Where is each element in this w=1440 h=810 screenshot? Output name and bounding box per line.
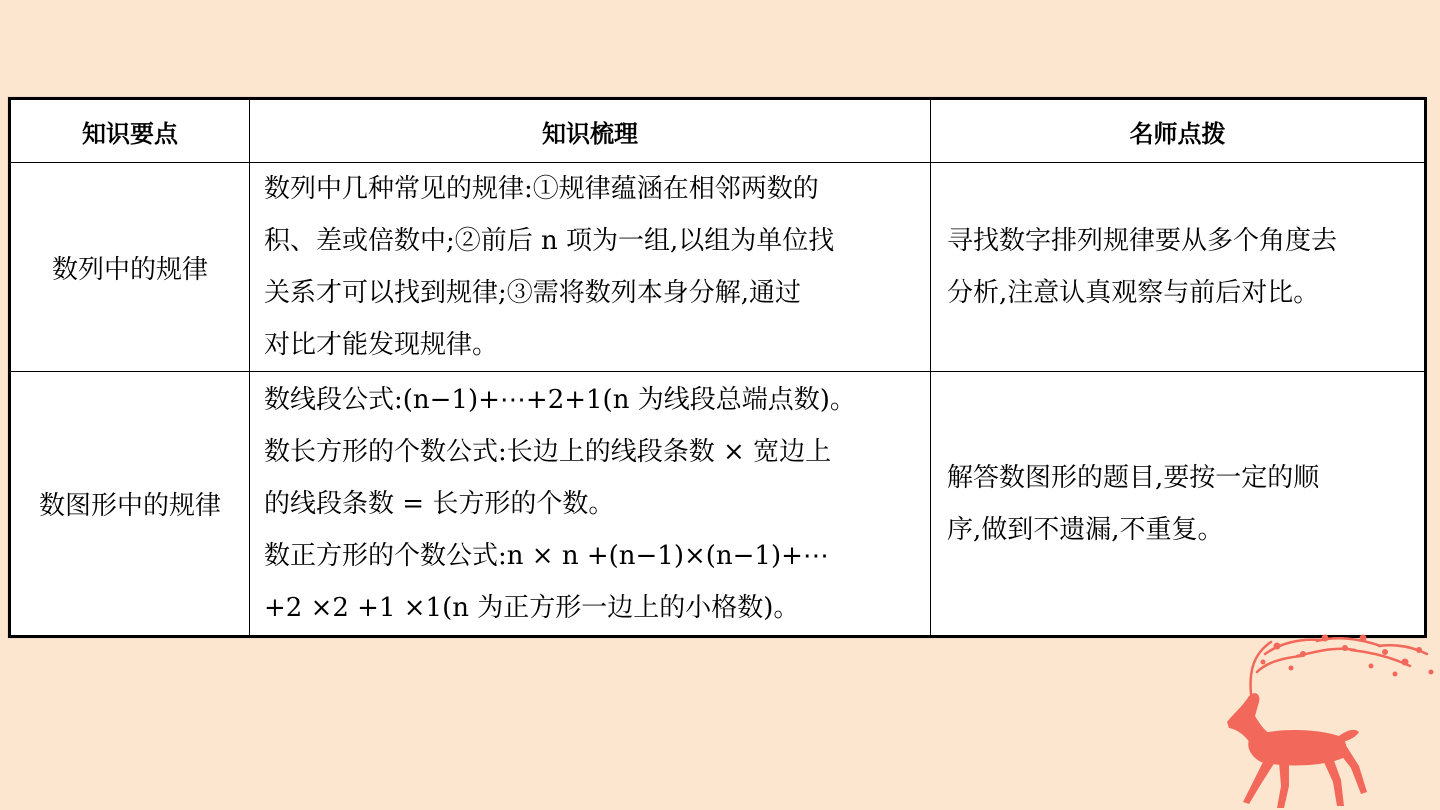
tip-line: 序,做到不遗漏,不重复。 bbox=[947, 514, 1224, 545]
tip-line: 解答数图形的题目,要按一定的顺 bbox=[947, 462, 1320, 493]
summary-line: 的线段条数 = 长方形的个数。 bbox=[264, 488, 615, 519]
header-knowledge-point: 知识要点 bbox=[10, 99, 250, 163]
summary-line: 数正方形的个数公式:n × n +(n−1)×(n−1)+⋯ bbox=[264, 540, 829, 571]
table-row bbox=[10, 372, 1426, 637]
knowledge-summary bbox=[250, 372, 931, 637]
summary-line: 关系才可以找到规律;③需将数列本身分解,通过 bbox=[264, 278, 802, 308]
summary-line: 对比才能发现规律。 bbox=[264, 330, 499, 360]
teacher-tip bbox=[931, 372, 1426, 637]
tip-line: 寻找数字排列规律要从多个角度去 bbox=[947, 226, 1338, 256]
table-header-row bbox=[10, 99, 1426, 163]
knowledge-table bbox=[8, 97, 1427, 638]
table-row bbox=[10, 163, 1426, 372]
knowledge-point: 数图形中的规律 bbox=[10, 372, 250, 637]
summary-line: 数长方形的个数公式:长边上的线段条数 × 宽边上 bbox=[264, 436, 832, 467]
summary-line: +2 ×2 +1 ×1(n 为正方形一边上的小格数)。 bbox=[264, 592, 800, 623]
content-panel bbox=[8, 97, 1424, 638]
summary-line: 数列中几种常见的规律:①规律蕴涵在相邻两数的 bbox=[264, 174, 819, 204]
knowledge-summary bbox=[250, 163, 931, 372]
header-teacher-tip: 名师点拨 bbox=[931, 99, 1426, 163]
tip-line: 分析,注意认真观察与前后对比。 bbox=[947, 278, 1320, 308]
teacher-tip bbox=[931, 163, 1426, 372]
knowledge-point: 数列中的规律 bbox=[10, 163, 250, 372]
summary-line: 数线段公式:(n−1)+⋯+2+1(n 为线段总端点数)。 bbox=[264, 384, 856, 415]
summary-line: 积、差或倍数中;②前后 n 项为一组,以组为单位找 bbox=[264, 226, 835, 256]
header-knowledge-summary: 知识梳理 bbox=[250, 99, 931, 163]
deer-icon bbox=[1205, 632, 1440, 810]
